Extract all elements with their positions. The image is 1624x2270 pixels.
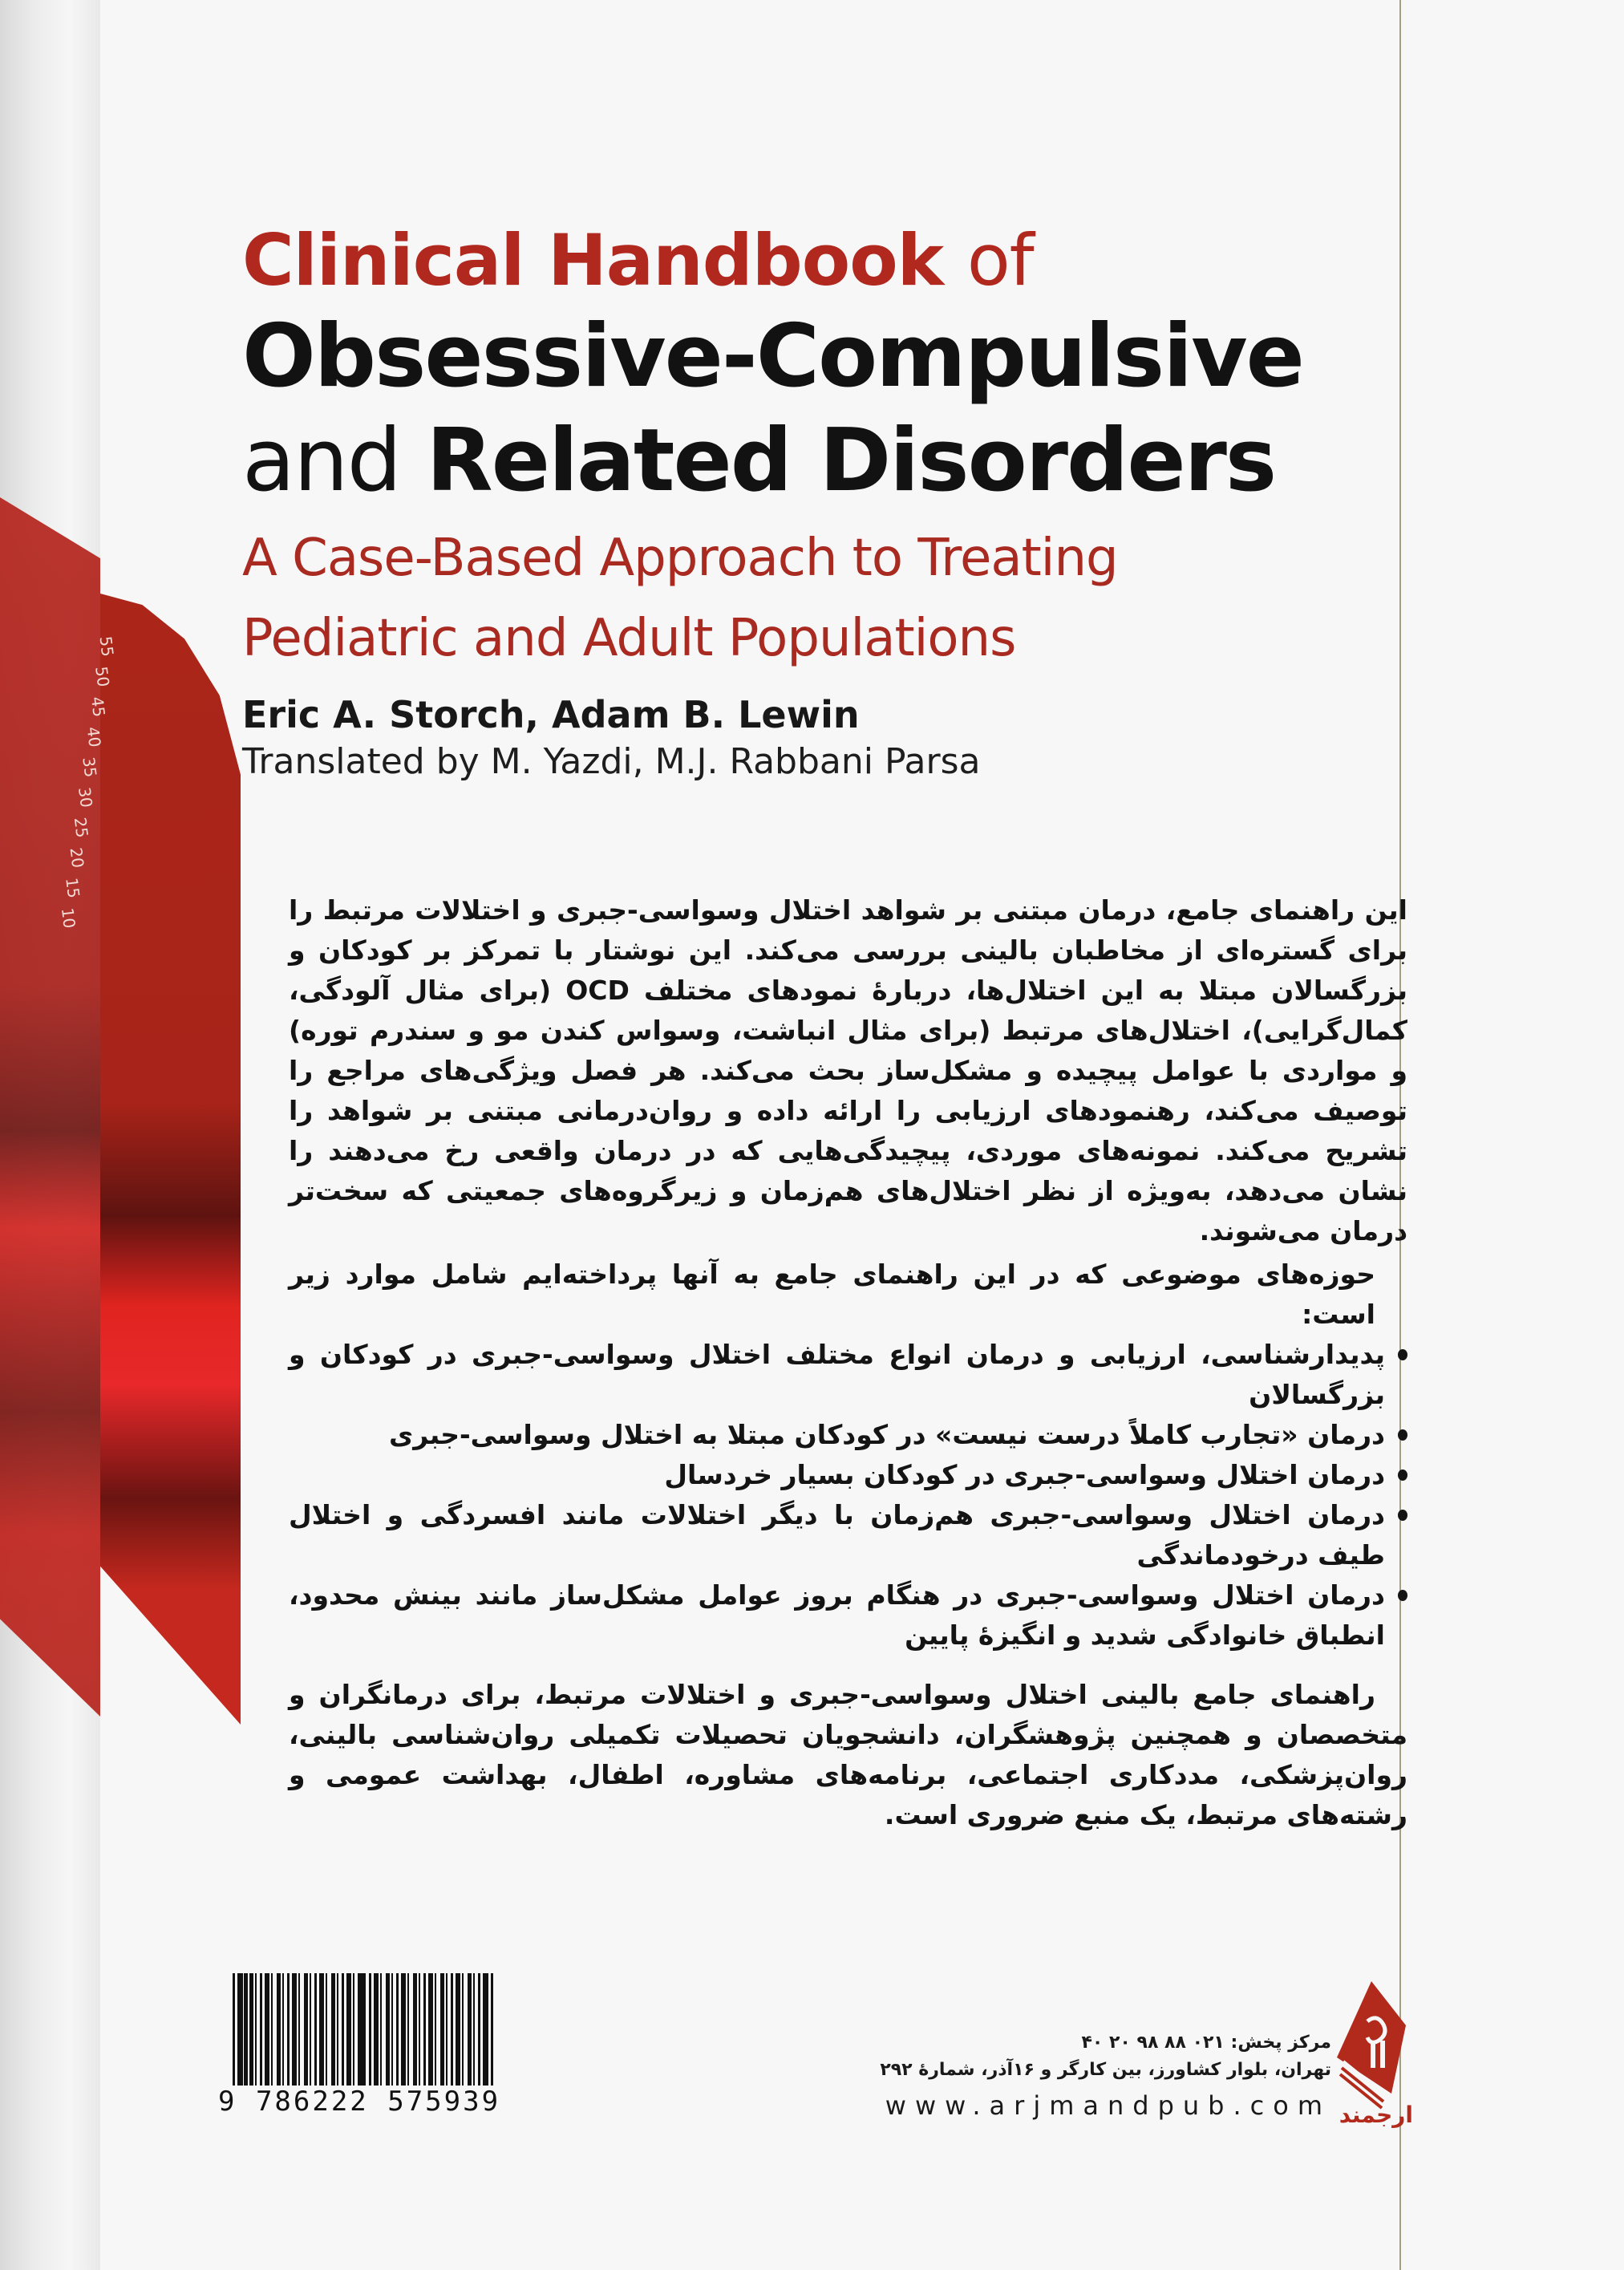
- topic-item: [289, 1455, 1407, 1495]
- topic-item: [289, 1495, 1407, 1575]
- bullet-icon: [1398, 1590, 1407, 1601]
- dial-number: 15: [62, 876, 84, 899]
- dial-number: 25: [70, 816, 92, 839]
- title-line-1: [242, 217, 1429, 305]
- topic-item: [289, 1335, 1407, 1415]
- title-related-disorders: Related Disorders: [426, 411, 1276, 511]
- dial-number: 50: [91, 665, 114, 688]
- title-block: [242, 217, 1429, 786]
- bullet-icon: [1398, 1469, 1407, 1481]
- authors: Eric A. Storch, Adam B. Lewin: [242, 693, 860, 736]
- subtitle: [242, 518, 1429, 679]
- title-and: and: [242, 411, 401, 511]
- topic-text: پدیدارشناسی، ارزیابی و درمان انواع مختلف اختلال وسواسی-جبری در کودکان و بزرگسالان: [289, 1339, 1385, 1410]
- bullet-icon: [1398, 1429, 1407, 1441]
- topic-text: درمان «تجارب کاملاً درست نیست» در کودکان مبتلا به اختلال وسواسی-جبری: [388, 1419, 1385, 1450]
- title-clinical-handbook: Clinical Handbook: [242, 219, 944, 302]
- persian-description: [289, 890, 1407, 1835]
- dial-number: 45: [87, 695, 109, 719]
- publisher-info: [882, 2029, 1331, 2124]
- subtitle-line-2: Pediatric and Adult Populations: [242, 609, 1016, 668]
- publisher-logo-name: ارجمند: [1338, 2102, 1413, 2128]
- distribution-center: مرکز پخش: ۰۲۱ ۸۸ ۹۸ ۲۰ ۴۰: [1081, 2033, 1331, 2053]
- publisher-address: تهران، بلوار کشاورز، بین کارگر و ۱۶آذر، شمارهٔ ۲۹۲: [880, 2060, 1331, 2080]
- description-paragraph-1: این راهنمای جامع، درمان مبتنی بر شواهد اختلال وسواسی-جبری و اختلالات مرتبط را برای گستره‌ای از مخاطبان بالینی بررسی می‌کند. این نوشتار با تمرکز بر کودکان و بزرگسالان مبتلا به این اختلال‌ها، دربارهٔ نمودهای مختلف OCD (برای مثال آلودگی، کمال‌گرایی)، اختلال‌های مرتبط (برای مثال انباشت، وسواس کندن مو و سندرم توره) و مواردی با عوامل پیچیده و مشکل‌ساز بحث می‌کند. هر فصل ویژگی‌های مراجع را توصیف می‌کند، رهنمودهای ارزیابی را ارائه داده و روان‌درمانی مبتنی بر شواهد را تشریح می‌کند. نمونه‌های موردی، پیچیدگی‌هایی که در درمان واقعی رخ می‌دهند را نشان می‌دهد، به‌ویژه از نظر اختلال‌های هم‌زمان و زیرگروه‌های جمعیتی که سخت‌تر درمان می‌شوند.: [289, 894, 1407, 1246]
- topic-item: [289, 1415, 1407, 1455]
- title-line-3: [242, 409, 1429, 513]
- arjmand-logo-icon: [1335, 1981, 1407, 2118]
- topic-text: درمان اختلال وسواسی-جبری هم‌زمان با دیگر اختلالات مانند افسردگی و اختلال طیف درخودماندگی: [289, 1499, 1385, 1571]
- subtitle-line-1: A Case-Based Approach to Treating: [242, 529, 1118, 588]
- topics-intro: حوزه‌های موضوعی که در این راهنمای جامع به آنها پرداخته‌ایم شامل موارد زیر است:: [289, 1259, 1375, 1330]
- bullet-icon: [1398, 1349, 1407, 1360]
- title-of: of: [966, 219, 1034, 302]
- isbn-number: 9 786222 575939: [218, 2086, 501, 2118]
- topic-item: [289, 1575, 1407, 1656]
- topic-text: درمان اختلال وسواسی-جبری در کودکان بسیار خردسال: [664, 1459, 1385, 1490]
- description-paragraph-3: راهنمای جامع بالینی اختلال وسواسی-جبری و اختلالات مرتبط، برای درمانگران و متخصصان و همچنین پژوهشگران، دانشجویان تحصیلات تکمیلی روان‌شناسی بالینی، روان‌پزشکی، مددکاری اجتماعی، برنامه‌های مشاوره، اطفال، بهداشت عمومی و رشته‌های مرتبط، یک منبع ضروری است.: [289, 1679, 1407, 1830]
- title-line-2: Obsessive-Compulsive: [242, 306, 1303, 407]
- barcode-bars: [233, 1973, 489, 2086]
- isbn-barcode: [217, 1973, 505, 2118]
- dial-number: 35: [79, 756, 101, 779]
- topics-list: [289, 1335, 1407, 1656]
- dial-number: 10: [57, 906, 79, 930]
- dial-number: 30: [75, 785, 96, 809]
- translators: Translated by M. Yazdi, M.J. Rabbani Parsa: [242, 741, 981, 782]
- topic-text: درمان اختلال وسواسی-جبری در هنگام بروز عوامل مشکل‌ساز مانند بینش محدود، انطباق خانوادگی شدید و انگیزهٔ پایین: [289, 1579, 1385, 1651]
- red-ribbon-decoration: [100, 594, 241, 1725]
- dial-number: 40: [83, 725, 105, 748]
- dial-number: 55: [95, 634, 118, 658]
- publisher-website: www.arjmandpub.com: [885, 2090, 1331, 2121]
- bullet-icon: [1398, 1510, 1407, 1521]
- dial-number: 20: [66, 846, 88, 869]
